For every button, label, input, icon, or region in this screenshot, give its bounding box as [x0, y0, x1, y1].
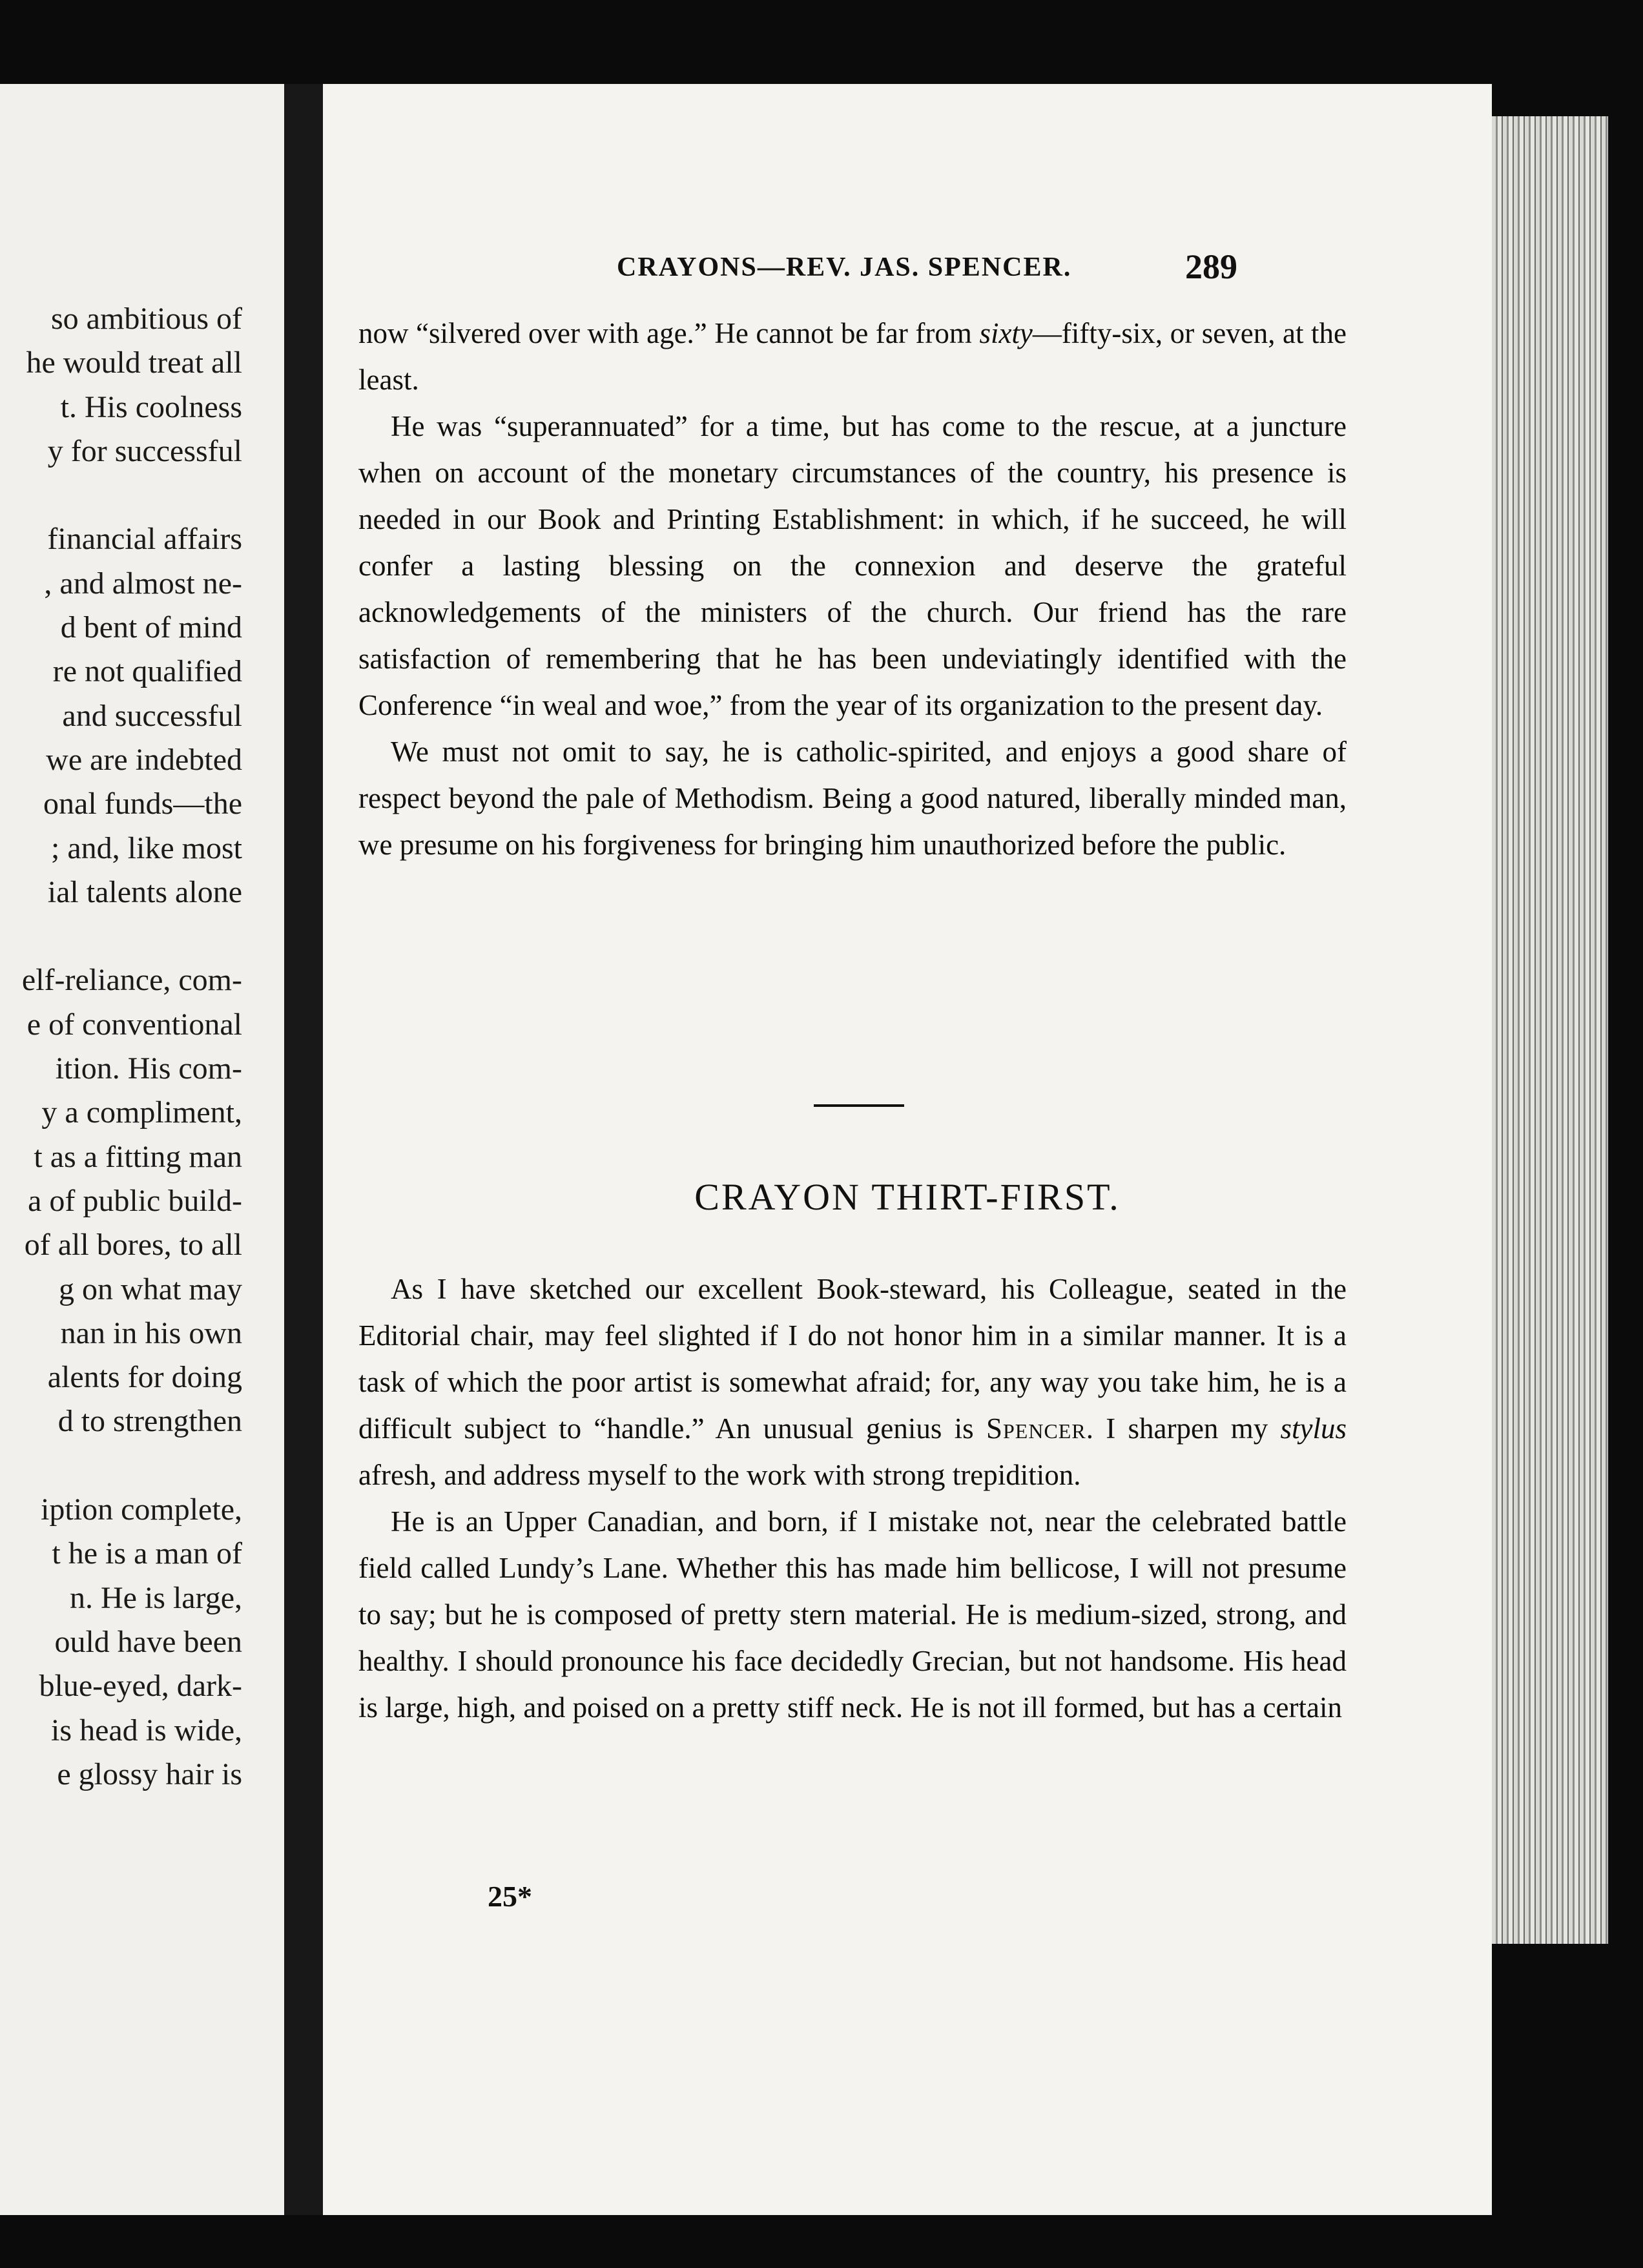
left-page-line: t as a fitting man: [34, 1139, 242, 1174]
left-page-line: a of public build-: [28, 1183, 242, 1218]
left-page-line: ial talents alone: [47, 874, 242, 909]
left-page-line: ; and, like most: [51, 830, 242, 865]
left-page-line: y a compliment,: [41, 1095, 242, 1130]
left-page-line: of all bores, to all: [24, 1228, 242, 1263]
paragraph-continued: now “silvered over with age.” He cannot be far from sixty—fifty-six, or seven, at the least.: [358, 317, 1347, 396]
left-page-line: he would treat all: [26, 345, 242, 380]
running-title: CRAYONS—REV. JAS. SPENCER.: [617, 253, 1072, 282]
left-page-line: d bent of mind: [60, 610, 242, 645]
section-title: CRAYON THIRT-FIRST.: [694, 1176, 1121, 1218]
left-page-line: iption complete,: [41, 1492, 242, 1527]
left-page-line: and successful: [62, 698, 242, 733]
left-page-line: , and almost ne-: [44, 566, 242, 601]
left-page-line: e glossy hair is: [57, 1757, 242, 1791]
left-page-line: n. He is large,: [69, 1580, 242, 1615]
left-page-line: is head is wide,: [51, 1713, 242, 1747]
left-page-line: re not qualified: [52, 654, 242, 689]
left-page-line: g on what may: [59, 1272, 242, 1306]
left-page-line: alents for doing: [47, 1360, 242, 1395]
left-page-text: [0, 297, 242, 1797]
left-page-line: financial affairs: [47, 522, 242, 557]
signature-mark: 25*: [488, 1880, 532, 1913]
paragraph-superannuated: He was “superannuated” for a time, but has come to the rescue, at a juncture when on account of the monetary circumstances of the country, his presence is needed in our Book and Printing Establishment: in which, if he succeed, he will confer a lasting blessing on the connexion and deserve the grateful acknowledgements of the ministers of the church. Our friend has the rare satisfaction of remembering that he has been undeviatingly identified with the Conference “in weal and woe,” from the year of its organization to the present day.: [358, 410, 1347, 721]
left-page-line: onal funds—the: [43, 787, 242, 821]
left-page-line: we are indebted: [46, 742, 242, 777]
book-page-edges: [1492, 116, 1608, 1944]
left-page-line: [0, 914, 242, 958]
left-page-line: [0, 473, 242, 517]
left-page-line: t he is a man of: [52, 1536, 242, 1571]
left-page-line: so ambitious of: [51, 302, 242, 336]
section-two-text: [358, 1266, 1347, 1731]
paragraph-book-steward: As I have sketched our excellent Book-steward, his Colleague, seated in the Editorial chair, may feel slighted if I do not honor him in a similar manner. It is a task of which the poor artist is somewhat afraid; for, any way you take him, he is a difficult subject to “handle.” An unusual genius is Spencer. I sharpen my stylus afresh, and address myself to the work with strong trepidition.: [358, 1273, 1347, 1491]
left-page-line: e of conventional: [26, 1007, 242, 1042]
right-page: [323, 84, 1492, 2215]
paragraph-upper-canadian: He is an Upper Canadian, and born, if I mistake not, near the celebrated battle field called Lundy’s Lane. Whether this has made him bellicose, I will not presume to say; but he is composed of pretty stern material. He is medium-sized, strong, and healthy. I should pronounce his face decidedly Grecian, but not handsome. His head is large, high, and poised on a pretty stiff neck. He is not ill formed, but has a certain: [358, 1505, 1347, 1724]
book-spine-gutter: [284, 84, 323, 2215]
page-number: 289: [1185, 247, 1237, 286]
section-one-text: [358, 310, 1347, 868]
left-page-line: t. His coolness: [60, 389, 242, 424]
left-page-line: elf-reliance, com-: [21, 963, 242, 998]
paragraph-catholic-spirited: We must not omit to say, he is catholic-spirited, and enjoys a good share of respect beyond the pale of Methodism. Being a good natured, liberally minded man, we presume on his forgiveness for bringing him unauthorized before the public.: [358, 736, 1347, 861]
left-page-line: d to strengthen: [57, 1404, 242, 1439]
left-page-line: y for successful: [47, 433, 242, 468]
running-head: [323, 247, 1492, 304]
section-divider-rule: [814, 1104, 904, 1107]
left-page-line: blue-eyed, dark-: [39, 1669, 242, 1704]
left-page-line: ould have been: [54, 1624, 242, 1659]
left-page-line: [0, 1444, 242, 1488]
left-page-line: nan in his own: [60, 1315, 242, 1350]
left-page-line: ition. His com-: [55, 1051, 242, 1086]
left-page: [0, 84, 288, 2215]
